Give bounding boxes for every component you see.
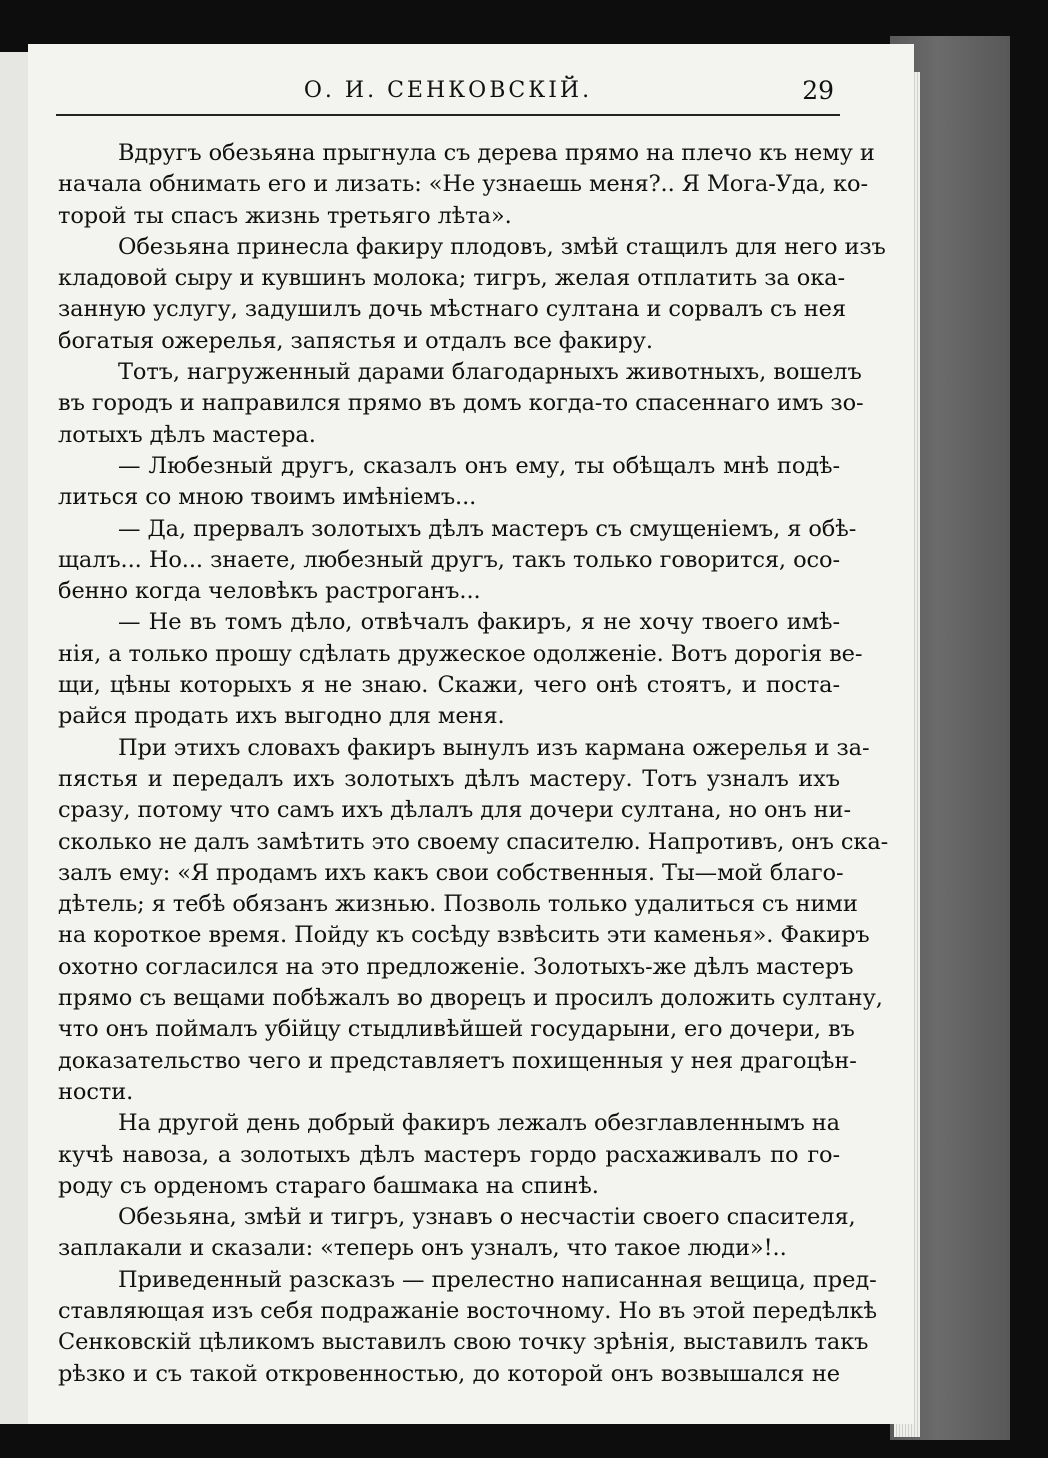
- text-line: дѣтель; я тебѣ обязанъ жизнью. Позволь только удалиться съ ними: [58, 891, 858, 918]
- text-line: пястья и передалъ ихъ золотыхъ дѣлъ мастеру. Тотъ узналъ ихъ: [58, 765, 840, 792]
- text-line: нія, а только прошу сдѣлать дружеское одолженіе. Вотъ дорогія ве-: [58, 640, 863, 667]
- text-line: Вдругъ обезьяна прыгнула съ дерева прямо на плечо къ нему и: [118, 140, 875, 166]
- text-line: сколько не далъ замѣтить это своему спасителю. Напротивъ, онъ ска-: [58, 828, 889, 855]
- text-line: роду съ орденомъ стараго башмака на спинѣ.: [58, 1172, 599, 1199]
- text-line: богатыя ожерелья, запястья и отдалъ все факиру.: [58, 327, 653, 354]
- text-line: сразу, потому что самъ ихъ дѣлалъ для дочери султана, но онъ ни-: [58, 797, 851, 824]
- text-line: ставляющая изъ себя подражаніе восточному. Но въ этой передѣлкѣ: [58, 1297, 877, 1324]
- running-head: О. И. СЕНКОВСКІЙ.: [303, 78, 593, 103]
- text-line: Обезьяна принесла факиру плодовъ, змѣй стащилъ для него изъ: [118, 233, 886, 260]
- text-line: ности.: [58, 1078, 134, 1105]
- book-page: [28, 44, 914, 1424]
- text-line: что онъ поймалъ убійцу стыдливѣйшей государыни, его дочери, въ: [58, 1016, 855, 1043]
- text-line: охотно согласился на это предложеніе. Золотыхъ-же дѣлъ мастеръ: [58, 953, 854, 980]
- text-line: торой ты спасъ жизнь третьяго лѣта».: [58, 202, 512, 229]
- text-line: Сенковскій цѣликомъ выставилъ свою точку зрѣнія, выставилъ такъ: [58, 1329, 869, 1356]
- text-line: — Да, прервалъ золотыхъ дѣлъ мастеръ съ смущеніемъ, я обѣ-: [118, 515, 857, 542]
- text-line: литься со мною твоимъ имѣніемъ...: [58, 484, 477, 511]
- text-line: кучѣ навоза, а золотыхъ дѣлъ мастеръ гордо расхаживалъ по го-: [58, 1141, 840, 1168]
- text-line: занную услугу, задушилъ дочь мѣстнаго султана и сорвалъ съ нея: [58, 296, 846, 323]
- text-line: щалъ... Но... знаете, любезный другъ, такъ только говорится, осо-: [58, 546, 840, 573]
- text-line: заплакали и сказали: «теперь онъ узналъ, что такое люди»!..: [58, 1235, 787, 1262]
- page-number: 29: [802, 76, 834, 105]
- text-line: бенно когда человѣкъ растроганъ...: [58, 578, 481, 605]
- text-line: щи, цѣны которыхъ я не знаю. Скажи, чего онѣ стоятъ, и поста-: [58, 672, 840, 699]
- page-header: [56, 74, 840, 116]
- text-line: кладовой сыру и кувшинъ молока; тигръ, желая отплатить за ока-: [58, 265, 846, 292]
- facing-page-edge: [0, 52, 30, 1424]
- text-line: залъ ему: «Я продамъ ихъ какъ свои собственныя. Ты—мой благо-: [58, 859, 844, 886]
- body-text: [58, 138, 889, 1390]
- text-line: лотыхъ дѣлъ мастера.: [58, 421, 316, 448]
- text-line: начала обнимать его и лизать: «Не узнаешь меня?.. Я Мога-Уда, ко-: [58, 171, 868, 198]
- text-line: Приведенный разсказъ — прелестно написанная вещица, пред-: [118, 1266, 877, 1293]
- text-line: На другой день добрый факиръ лежалъ обезглавленнымъ на: [118, 1110, 840, 1137]
- text-line: — Любезный другъ, сказалъ онъ ему, ты обѣщалъ мнѣ подѣ-: [118, 452, 840, 479]
- text-line: въ городъ и направился прямо въ домъ когда-то спасеннаго имъ зо-: [58, 390, 864, 417]
- text-line: рѣзко и съ такой откровенностью, до которой онъ возвышался не: [58, 1360, 840, 1387]
- text-line: на короткое время. Пойду къ сосѣду взвѣсить эти каменья». Факиръ: [58, 922, 870, 949]
- text-line: райся продать ихъ выгодно для меня.: [58, 703, 505, 730]
- text-line: доказательство чего и представляетъ похищенныя у нея драгоцѣн-: [58, 1047, 857, 1074]
- text-line: Тотъ, нагруженный дарами благодарныхъ животныхъ, вошелъ: [118, 359, 862, 386]
- text-line: прямо съ вещами побѣжалъ во дворецъ и просилъ доложить султану,: [58, 985, 883, 1012]
- text-line: Обезьяна, змѣй и тигръ, узнавъ о несчастіи своего спасителя,: [118, 1204, 856, 1231]
- text-line: При этихъ словахъ факиръ вынулъ изъ кармана ожерелья и за-: [118, 734, 870, 761]
- text-line: — Не въ томъ дѣло, отвѣчалъ факиръ, я не хочу твоего имѣ-: [118, 609, 840, 636]
